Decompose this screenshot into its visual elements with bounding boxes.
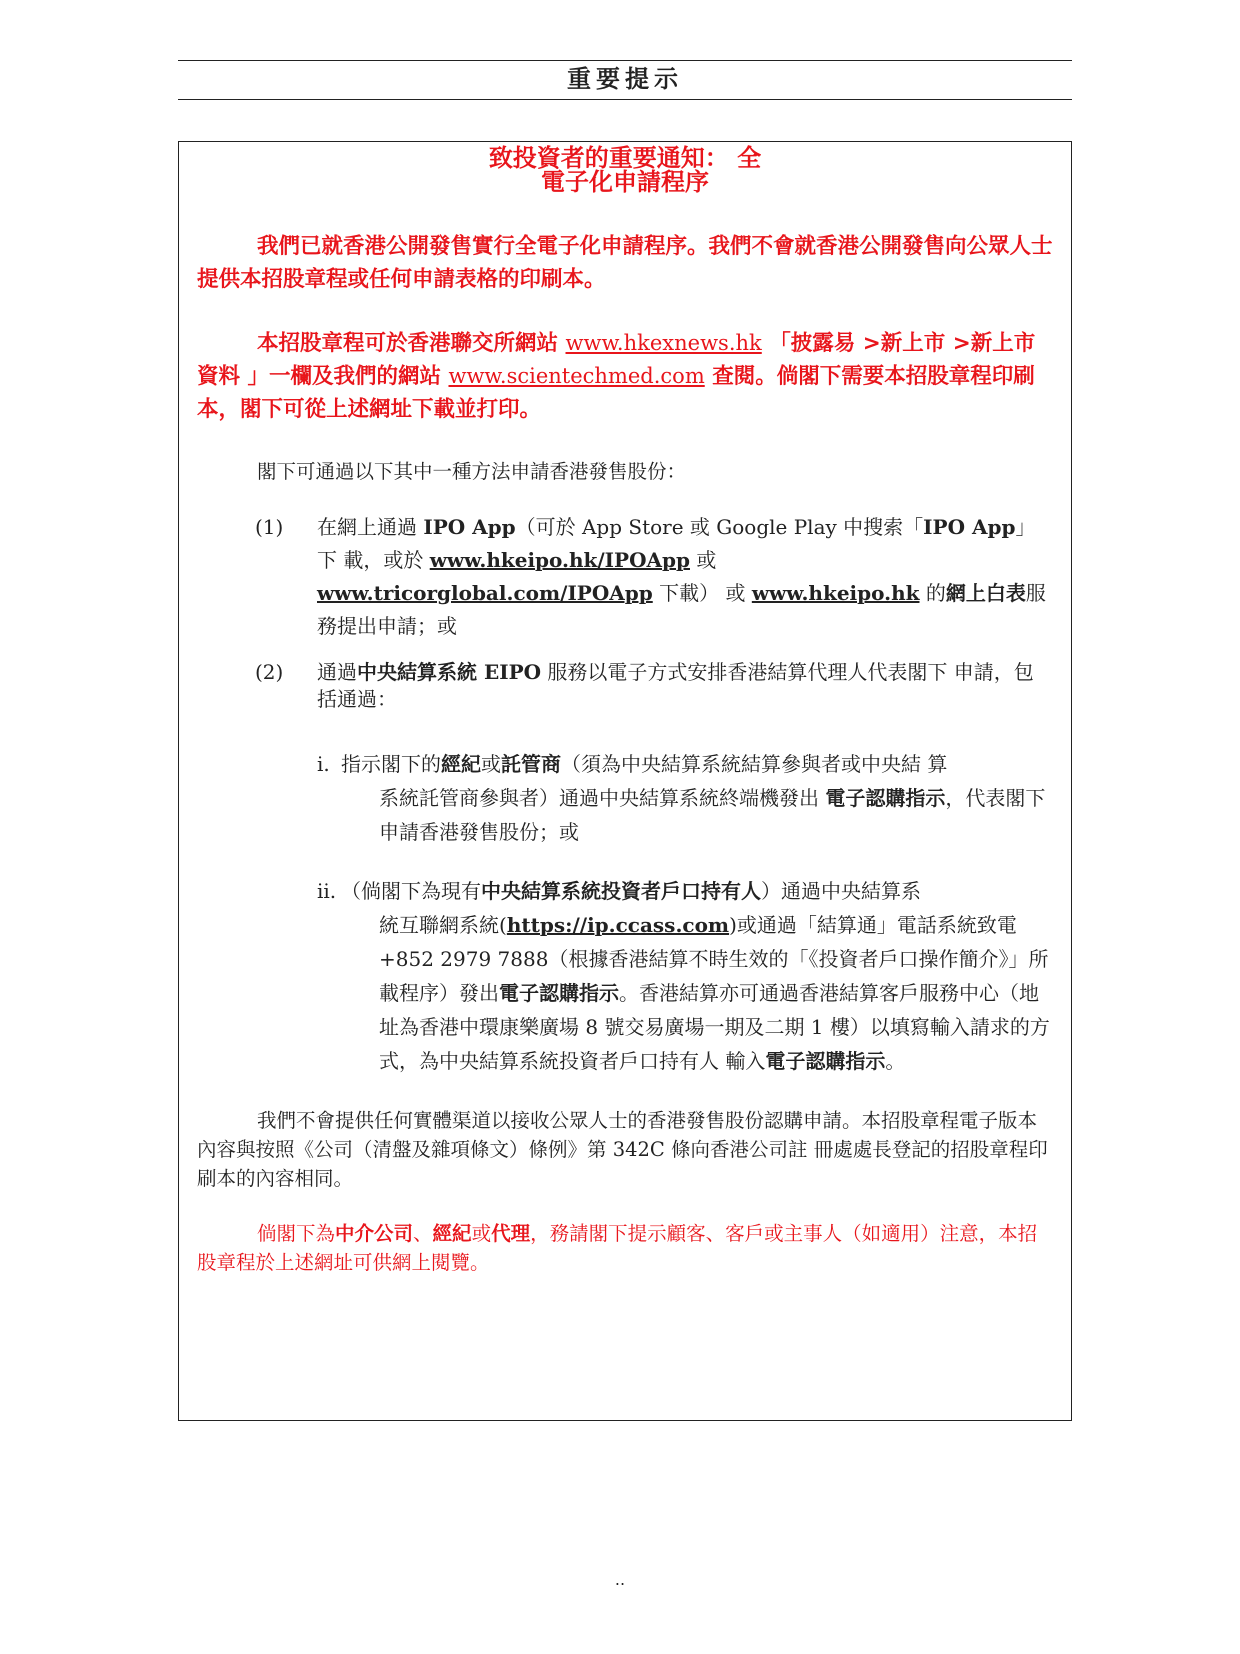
item2-ccass: 中央結算系統	[357, 660, 477, 684]
item2-text-1: 通過	[317, 660, 357, 684]
sub-ii-text-6: 。	[885, 1049, 906, 1073]
item2-text-2: 服務以電子方式安排香港結算代理人代表閣下 申請，包括通過：	[317, 660, 1034, 711]
method-content	[317, 659, 1053, 713]
hkeipo-link[interactable]: www.hkeipo.hk	[751, 581, 920, 605]
item1-ipo-app-search: IPO App	[923, 515, 1016, 539]
sub-ii-investor-account: 中央結算系統投資者戶口持有人	[481, 879, 761, 903]
hkeipo-app-link[interactable]: www.hkeipo.hk/IPOApp	[429, 548, 690, 572]
ccass-link[interactable]: https://ip.ccass.com	[506, 913, 730, 937]
item1-text-4: 或	[689, 548, 717, 572]
sub-item-i-line1	[317, 747, 1053, 781]
sub-ii-eipo-instruction: 電子認購指示	[499, 981, 619, 1005]
para5-text-2: 、	[413, 1222, 433, 1245]
item1-text-5: 下載） 或	[652, 581, 752, 605]
page-footer-mark: ..	[614, 1570, 626, 1589]
notice-title-line1: 致投資者的重要通知： 全	[488, 144, 762, 172]
item1-white-form: 網上白表	[945, 581, 1026, 605]
sub-i-eipo-instruction: 電子認購指示	[825, 786, 946, 810]
item1-text-2: （可於 App Store 或 Google Play 中搜索「	[515, 515, 924, 539]
notice-title-line2: 電子化申請程序	[541, 168, 709, 196]
sub-ii-text-3: 統互聯網系統(	[379, 913, 507, 937]
company-website-link[interactable]: www.scientechmed.com	[448, 364, 705, 388]
sub-ii-text-1: （倘閣下為現有	[341, 879, 481, 903]
sub-i-text-2: 或	[481, 752, 501, 776]
para5-agent: 代理	[491, 1222, 531, 1245]
item2-eipo: EIPO	[477, 660, 542, 684]
sub-i-text-5: ，代表閣下申請香港發售股份；或	[379, 786, 1046, 844]
no-physical-channel-paragraph: 我們不會提供任何實體渠道以接收公眾人士的香港發售股份認購申請。本招股章程電子版本內容與按照《公司（清盤及雜項條文）條例》第 342C 條向香港公司註 冊處處長登記的招股章程印刷本的內容相同。	[197, 1109, 1048, 1190]
sub-ii-text-5: 。香港結算亦可通過香港結算客戶服務中心（地址為香港中環康樂廣場 8 號交易廣場一期及二期 1 樓）以填寫輸入請求的方式，為中央結算系統投資者戶口持有人 輸入	[379, 981, 1050, 1073]
item1-text-3: 」下 載，或於	[317, 515, 1036, 572]
sub-i-text-1: 指示閣下的	[341, 752, 441, 776]
website-notice-text-b: 「披露易 >新上市 >新上市 資料 」一欄及我們的網站	[197, 331, 1036, 389]
notice-title	[197, 146, 1053, 194]
sub-item-i	[317, 747, 1053, 849]
sub-i-text-4: 系統託管商參與者）通過中央結算系統終端機發出	[379, 786, 826, 810]
sub-i-custodian: 託管商	[501, 752, 561, 776]
website-notice-paragraph	[197, 327, 1053, 426]
hkexnews-link[interactable]: www.hkexnews.hk	[565, 331, 762, 355]
sub-item-ii	[317, 874, 1053, 1078]
para5-text-1: 倘閣下為	[257, 1222, 336, 1245]
method-number: (2)	[255, 660, 284, 684]
notice-box	[178, 141, 1072, 1421]
para5-broker: 經紀	[432, 1222, 472, 1245]
para5-intermediary: 中介公司	[335, 1222, 414, 1245]
tricorglobal-app-link[interactable]: www.tricorglobal.com/IPOApp	[317, 581, 653, 605]
item1-ipo-app: IPO App	[423, 515, 516, 539]
item1-text-1: 在網上通過	[317, 515, 424, 539]
method-item-2	[197, 659, 1053, 713]
page-title: 重要提示	[567, 65, 683, 93]
website-notice-text-a: 本招股章程可於香港聯交所網站	[257, 331, 566, 356]
para5-text-4: ，務請閣下提示顧客、客戶或主事人（如適用）注意，本招股章程於上述網址可供網上閱覽。	[197, 1222, 1038, 1274]
sub-item-ii-line1	[317, 874, 1053, 908]
electronic-notice-paragraph: 我們已就香港公開發售實行全電子化申請程序。我們不會就香港公開發售向公眾人士提供本招股章程或任何申請表格的印刷本。	[197, 234, 1053, 292]
item1-text-6: 的	[919, 581, 946, 605]
sub-ii-text-2: ）通過中央結算系	[761, 879, 921, 903]
sub-i-text-3: （須為中央結算系統結算參與者或中央結 算	[561, 752, 948, 776]
apply-methods-intro: 閣下可通過以下其中一種方法申請香港發售股份：	[257, 460, 687, 483]
sub-i-broker: 經紀	[441, 752, 481, 776]
sub-ii-text-4: )或通過「結算通」電話系統致電+852 2979 7888（根據香港結算不時生效的「《投資者戶口操作簡介》」所載程序）發出	[379, 913, 1049, 1005]
sub-ii-eipo-instruction-2: 電子認購指示	[765, 1049, 886, 1073]
sub-item-ii-rest	[379, 908, 1053, 1078]
sub-item-label: ii.	[317, 879, 337, 903]
method-content	[317, 511, 1053, 643]
page-header	[178, 60, 1072, 100]
method-item-1	[197, 511, 1053, 643]
intermediary-notice-paragraph	[197, 1219, 1053, 1277]
website-notice-text-c: 查閱。倘閣下需要本招股章程印刷 本，閣下可從上述網址下載並打印。	[197, 364, 1035, 422]
sub-item-label: i.	[317, 752, 330, 776]
item1-text-7: 服務提出申請；或	[317, 581, 1046, 638]
method-number: (1)	[255, 515, 284, 539]
para5-text-3: 或	[471, 1222, 492, 1245]
sub-item-i-rest	[379, 781, 1053, 849]
